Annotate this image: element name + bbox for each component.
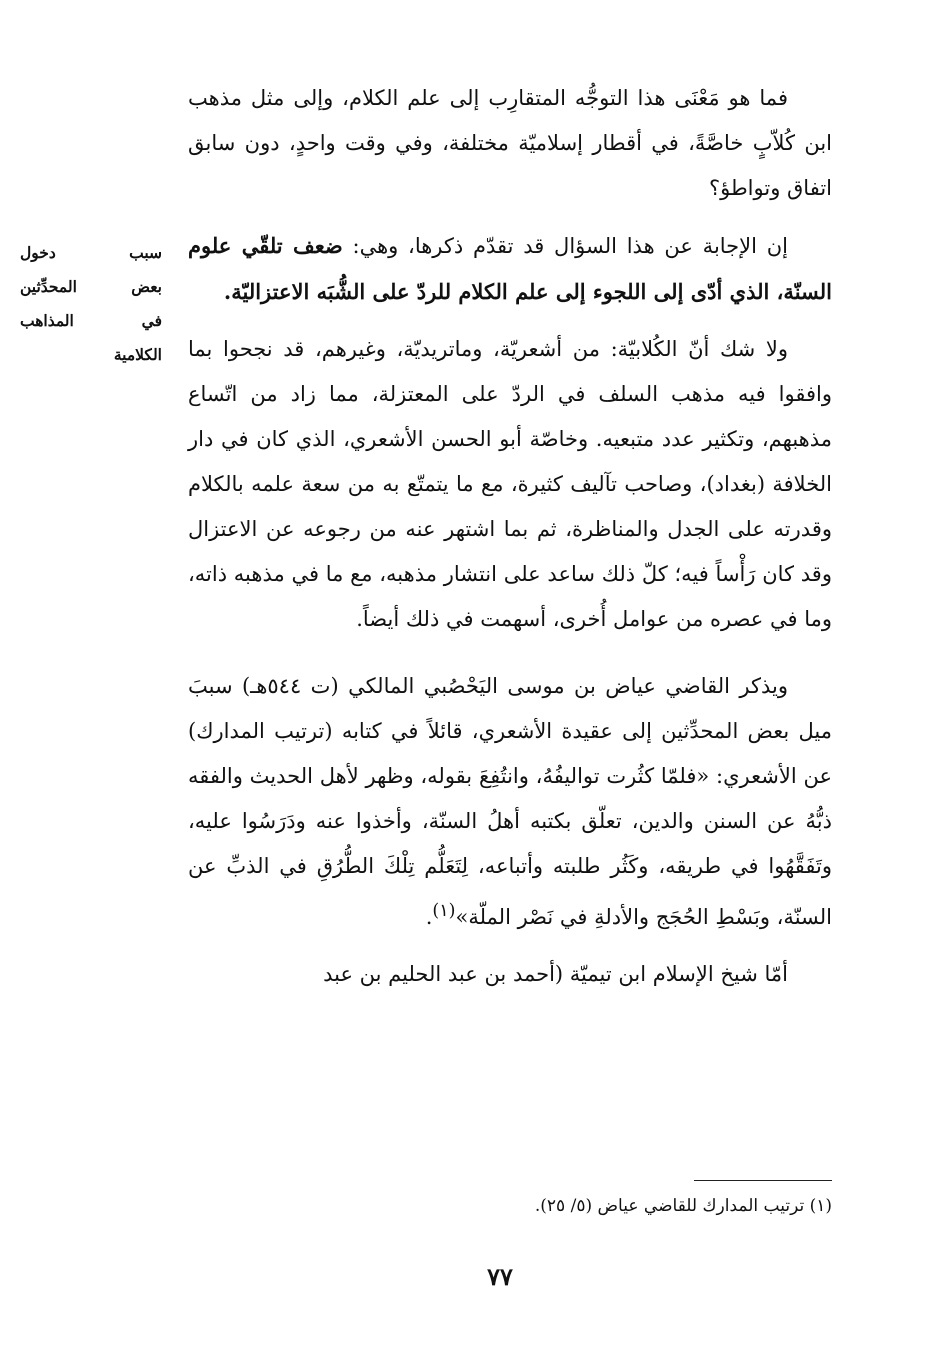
margin-note-line-1: سبب دخول [20,243,162,262]
paragraph-2 [188,223,832,315]
paragraph-2-plain: إن الإجابة عن هذا السؤال قد تقدّم ذكرها، وهي: [342,234,788,258]
paragraph-4-body: ويذكر القاضي عياض بن موسى اليَحْصُبي المالكي (ت ٥٤٤هـ) سببَ ميل بعض المحدِّثين إلى عقيدة الأشعري، قائلاً في كتابه (ترتيب المدارك) عن الأشعري: «فلمّا كثُرت تواليفُهُ، وانتُفِعَ بقوله، وظهر لأهل الحديث والفقه ذبُّهُ عن السنن والدين، تعلّق بكتبه أهلُ السنّة، وأخذوا عنه ودَرَسُوا عليه، وتَفَقَّهُوا في طريقه، وكَثُر طلبته وأتباعه، لِتَعَلُّم تِلْكَ الطُّرُقِ في الذبِّ عن السنّة، وبَسْطِ الحُجَج والأدلةِ في نَصْر الملّة» [188,674,832,929]
margin-note [20,236,162,372]
paragraph-3: ولا شك أنّ الكُلابيّة: من أشعريّة، وماتريديّة، وغيرهم، قد نجحوا بما وافقوا فيه مذهب السلف في الردّ على المعتزلة، مما زاد من اتّساع مذهبهم، وتكثير عدد متبعيه. وخاصّة أبو الحسن الأشعري، الذي كان في دار الخلافة (بغداد)، وصاحب تآليف كثيرة، مع ما يتمتّع به من سعة علمه بالكلام وقدرته على الجدل والمناظرة، ثم بما اشتهر عنه من رجوعه عن الاعتزال وقد كان رَأْساً فيه؛ كلّ ذلك ساعد على انتشار مذهبه، مع ما في مذهبه ذاته، وما في عصره من عوامل أُخرى، أسهمت في ذلك أيضاً. [188,337,832,631]
footnote-marker: (١) [432,901,456,921]
margin-note-line-3: في المذاهب [20,311,162,330]
page-number: ٧٧ [487,1262,513,1291]
margin-note-line-4: الكلامية [113,345,162,364]
paragraph-5: أمّا شيخ الإسلام ابن تيميّة (أحمد بن عبد الحليم بن عبد [323,962,788,986]
margin-note-line-2: بعض المحدِّثين [20,277,162,296]
main-text-column [188,76,832,997]
paragraph-2-bold: ضعف تلقّي علوم السنّة، الذي أدّى إلى اللجوء إلى علم الكلام للردّ على الشُّبَه الاعتزاليّة. [188,233,832,304]
paragraph-1: فما هو مَعْنَى هذا التوجُّه المتقارِب إلى علم الكلام، وإلى مثل مذهب ابن كُلاّبٍ خاصَّةً، في أقطار إسلاميّة مختلفة، وفي وقت واحدٍ، دون سابق اتفاق وتواطؤ؟ [188,86,832,200]
paragraph-4 [188,664,832,940]
footnote-separator [694,1180,832,1181]
footnote: (١) ترتيب المدارك للقاضي عياض (٥/ ٢٥). [534,1196,832,1216]
paragraph-4-tail: . [425,905,433,929]
